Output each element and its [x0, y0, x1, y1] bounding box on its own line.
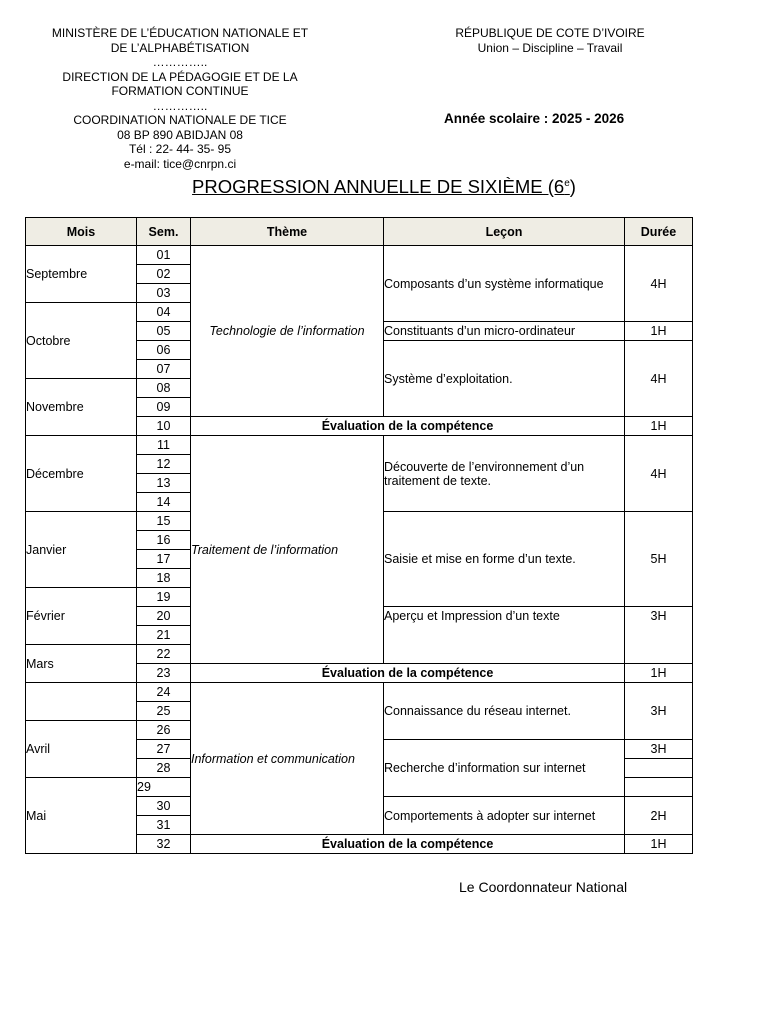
- month-cell: Octobre: [26, 303, 137, 379]
- table-row: [26, 683, 693, 702]
- month-cell-empty: [26, 683, 137, 721]
- progression-table: [25, 217, 693, 854]
- evaluation-cell: Évaluation de la compétence: [191, 417, 625, 436]
- week-cell: 26: [137, 721, 191, 740]
- title-superscript: e: [564, 177, 570, 189]
- lesson-cell: Composants d’un système informatique: [384, 246, 625, 322]
- duration-cell: 1H: [625, 417, 693, 436]
- week-cell: 28: [137, 759, 191, 778]
- lesson-cell: Comportements à adopter sur internet: [384, 797, 625, 835]
- duration-cell: 5H: [625, 512, 693, 607]
- duration-cell: 4H: [625, 341, 693, 417]
- direction-name-line2: FORMATION CONTINUE: [111, 84, 249, 98]
- ministry-header: [30, 26, 330, 171]
- table-row: [26, 246, 693, 265]
- lesson-cell: Saisie et mise en forme d’un texte.: [384, 512, 625, 607]
- week-cell: 09: [137, 398, 191, 417]
- lesson-cell: Constituants d’un micro-ordinateur: [384, 322, 625, 341]
- table-row: [26, 436, 693, 455]
- week-cell: 08: [137, 379, 191, 398]
- column-header-theme: Thème: [191, 218, 384, 246]
- duration-cell: 2H: [625, 797, 693, 835]
- school-year: Année scolaire : 2025 - 2026: [444, 111, 625, 126]
- week-cell: 14: [137, 493, 191, 512]
- month-cell: Janvier: [26, 512, 137, 588]
- column-header-duree: Durée: [625, 218, 693, 246]
- week-cell: 15: [137, 512, 191, 531]
- week-cell: 02: [137, 265, 191, 284]
- title-close: ): [569, 176, 576, 197]
- duration-cell: 4H: [625, 436, 693, 512]
- week-cell: 01: [137, 246, 191, 265]
- week-cell: 31: [137, 816, 191, 835]
- week-cell: 23: [137, 664, 191, 683]
- duration-cell: 3H: [625, 740, 693, 759]
- duration-cell-empty: [625, 778, 693, 797]
- week-cell: 21: [137, 626, 191, 645]
- column-header-lecon: Leçon: [384, 218, 625, 246]
- duration-cell-empty: [625, 759, 693, 778]
- email-address: e-mail: tice@cnrpn.ci: [123, 156, 237, 171]
- table-header-row: [26, 218, 693, 246]
- week-cell: 06: [137, 341, 191, 360]
- month-cell: Septembre: [26, 246, 137, 303]
- week-cell: 27: [137, 740, 191, 759]
- signature-line: Le Coordonnateur National: [459, 879, 628, 895]
- month-cell: Février: [26, 588, 137, 645]
- lesson-cell: Recherche d’information sur internet: [384, 740, 625, 797]
- duration-cell: 4H: [625, 246, 693, 322]
- month-cell: Mai: [26, 778, 137, 854]
- postal-address: 08 BP 890 ABIDJAN 08: [117, 127, 243, 142]
- column-header-mois: Mois: [26, 218, 137, 246]
- month-cell: Avril: [26, 721, 137, 778]
- ministry-name-line1: MINISTÈRE DE L’ÉDUCATION NATIONALE ET: [51, 26, 309, 40]
- theme-cell: Traitement de l’information: [191, 436, 384, 664]
- lesson-cell: Système d’exploitation.: [384, 341, 625, 417]
- separator-dots: …………..: [152, 55, 208, 69]
- lesson-cell: Connaissance du réseau internet.: [384, 683, 625, 740]
- ministry-name-line2: DE L’ALPHABÉTISATION: [110, 40, 250, 55]
- week-cell: 07: [137, 360, 191, 379]
- week-cell: 04: [137, 303, 191, 322]
- duration-cell: 1H: [625, 835, 693, 854]
- coordination-name: COORDINATION NATIONALE DE TICE: [73, 113, 287, 127]
- column-header-sem: Sem.: [137, 218, 191, 246]
- month-cell: Novembre: [26, 379, 137, 436]
- week-cell: 29: [137, 778, 191, 797]
- week-cell: 03: [137, 284, 191, 303]
- week-cell: 18: [137, 569, 191, 588]
- week-cell: 19: [137, 588, 191, 607]
- week-cell: 13: [137, 474, 191, 493]
- phone-number: Tél : 22- 44- 35- 95: [128, 142, 232, 156]
- direction-name-line1: DIRECTION DE LA PÉDAGOGIE ET DE LA: [62, 69, 298, 84]
- duration-cell: 1H: [625, 322, 693, 341]
- week-cell: 11: [137, 436, 191, 455]
- week-cell: 16: [137, 531, 191, 550]
- week-cell: 22: [137, 645, 191, 664]
- separator-dots: …………..: [152, 98, 208, 113]
- month-cell: Décembre: [26, 436, 137, 512]
- country-header: [430, 26, 670, 55]
- theme-cell: Technologie de l’information: [191, 246, 384, 417]
- week-cell: 30: [137, 797, 191, 816]
- theme-cell: Information et communication: [191, 683, 384, 835]
- week-cell: 24: [137, 683, 191, 702]
- duration-cell: 1H: [625, 664, 693, 683]
- evaluation-cell: Évaluation de la compétence: [191, 664, 625, 683]
- week-cell: 12: [137, 455, 191, 474]
- week-cell: 10: [137, 417, 191, 436]
- duration-cell: 3H: [625, 683, 693, 740]
- lesson-cell: Aperçu et Impression d’un texte: [384, 607, 625, 664]
- week-cell: 32: [137, 835, 191, 854]
- lesson-cell: Découverte de l’environnement d’un traitement de texte.: [384, 436, 625, 512]
- week-cell: 05: [137, 322, 191, 341]
- title-text: PROGRESSION ANNUELLE DE SIXIÈME (6: [192, 176, 565, 197]
- national-motto: Union – Discipline – Travail: [477, 40, 623, 55]
- duration-cell: 3H: [625, 607, 693, 664]
- page-title: [0, 176, 768, 198]
- week-cell: 25: [137, 702, 191, 721]
- month-cell: Mars: [26, 645, 137, 683]
- country-name: RÉPUBLIQUE DE COTE D’IVOIRE: [455, 26, 645, 40]
- week-cell: 17: [137, 550, 191, 569]
- evaluation-cell: Évaluation de la compétence: [191, 835, 625, 854]
- week-cell: 20: [137, 607, 191, 626]
